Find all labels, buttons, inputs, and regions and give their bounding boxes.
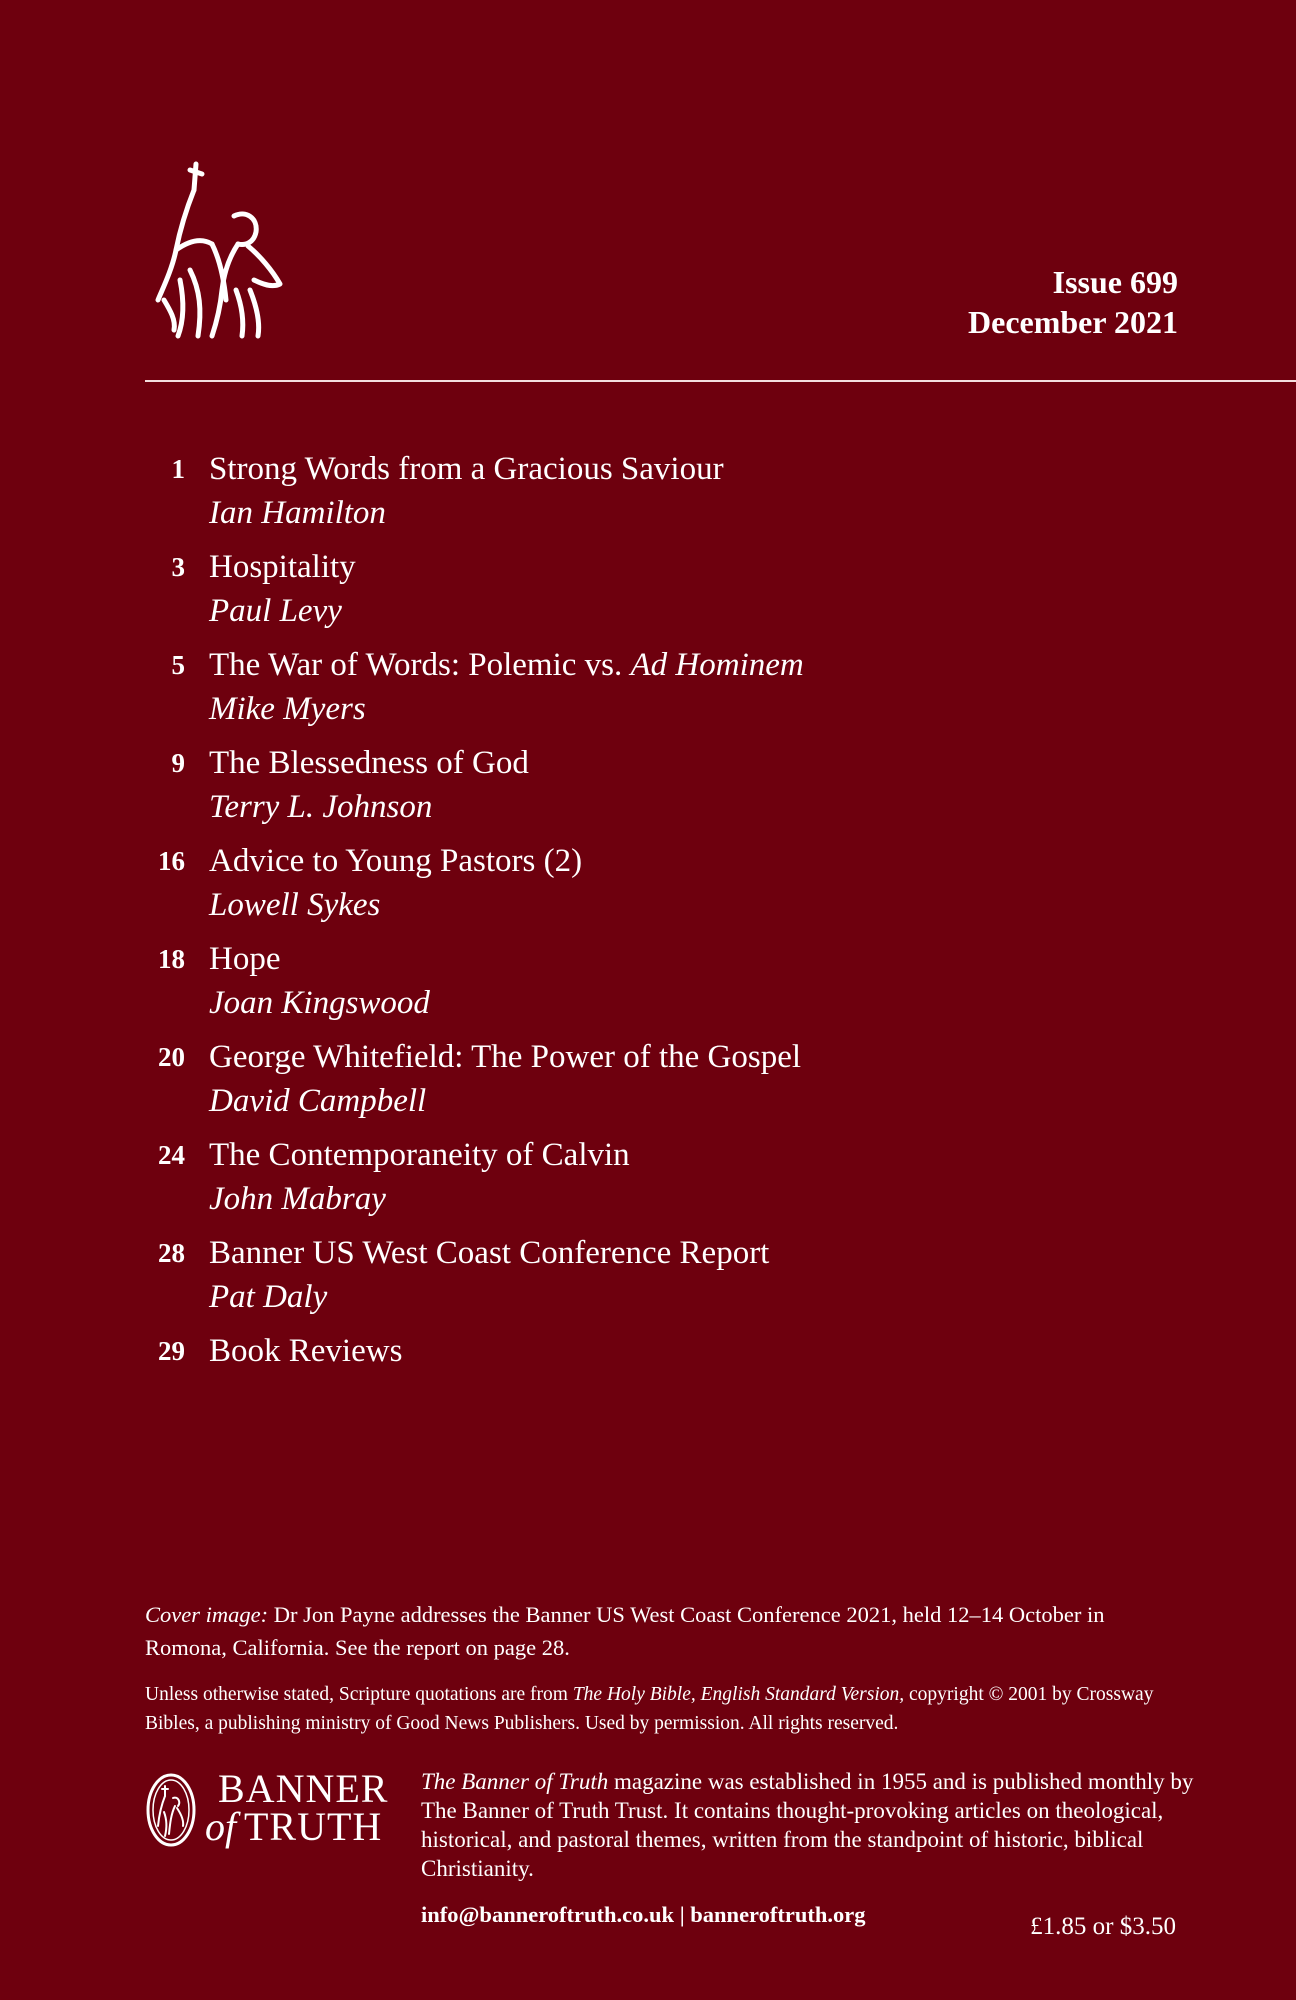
website-link[interactable]: banneroftruth.org (690, 1902, 866, 1927)
toc-author: Paul Levy (209, 593, 342, 629)
toc-page-number: 24 (158, 1140, 185, 1170)
toc-page-number: 28 (158, 1238, 185, 1268)
toc-title-text: The War of Words: Polemic vs. (209, 647, 631, 683)
toc-article-title: Banner US West Coast Conference Report (209, 1235, 770, 1271)
banner-of-truth-logo (145, 1766, 395, 1854)
toc-entry[interactable] (145, 1329, 1145, 1373)
toc-article-title: Advice to Young Pastors (2) (209, 843, 583, 879)
toc-entry[interactable] (145, 1231, 1145, 1319)
email-link[interactable]: info@banneroftruth.co.uk (421, 1902, 675, 1927)
toc-author: Joan Kingswood (209, 985, 430, 1021)
toc-title-italic: Ad Hominem (630, 647, 804, 683)
cover-caption (145, 1598, 1155, 1664)
toc-article-title: The Blessedness of God (209, 745, 529, 781)
emblem-icon (145, 1772, 197, 1848)
toc-entry[interactable] (145, 545, 1145, 633)
toc-article-title: Strong Words from a Gracious Saviour (209, 451, 724, 487)
toc-author: Pat Daly (209, 1279, 328, 1315)
issue-date: December 2021 (968, 304, 1178, 340)
toc-article-title: Book Reviews (209, 1333, 403, 1369)
toc-page-number: 29 (158, 1336, 185, 1366)
toc-entry[interactable] (145, 1133, 1145, 1221)
toc-entry[interactable] (145, 741, 1145, 829)
price: £1.85 or $3.50 (1030, 1913, 1176, 1940)
scripture-bible-title: The Holy Bible, English Standard Version, (572, 1684, 905, 1705)
about-magazine (421, 1767, 1201, 1883)
toc-author: Terry L. Johnson (209, 789, 433, 825)
scripture-prefix: Unless otherwise stated, Scripture quotations are from (145, 1684, 573, 1705)
toc-author: Ian Hamilton (209, 495, 386, 531)
toc-author: David Campbell (209, 1083, 427, 1119)
brand-banner-text: BANNER (218, 1766, 389, 1811)
contact-line (421, 1902, 866, 1928)
table-of-contents (145, 447, 1145, 1383)
toc-entry[interactable] (145, 1035, 1145, 1123)
cover-label: Cover image: (145, 1602, 269, 1627)
toc-article-title: Hope (209, 941, 281, 977)
toc-page-number: 5 (171, 650, 185, 680)
scripture-suffix: copyright © 2001 by Crossway Bibles, a publishing ministry of Good News Publishers. Used by permission. All rights reserved. (145, 1684, 1154, 1734)
toc-page-number: 20 (158, 1042, 185, 1072)
toc-author: Lowell Sykes (209, 887, 381, 923)
toc-page-number: 1 (171, 454, 185, 484)
scripture-notice (145, 1680, 1205, 1738)
cover-text: Dr Jon Payne addresses the Banner US West Coast Conference 2021, held 12–14 October in Romona, California. See the report on page 28. (145, 1602, 1105, 1660)
brand-of-text: of (205, 1804, 237, 1849)
toc-article-title: The Contemporaneity of Calvin (209, 1137, 630, 1173)
magazine-name: The Banner of Truth (421, 1769, 609, 1794)
toc-entry[interactable] (145, 643, 1145, 731)
toc-author: John Mabray (209, 1181, 386, 1217)
header-divider (145, 380, 1296, 382)
toc-page-number: 9 (171, 748, 185, 778)
toc-article-title: George Whitefield: The Power of the Gospel (209, 1039, 802, 1075)
issue-header (968, 262, 1178, 342)
about-text: magazine was established in 1955 and is published monthly by The Banner of Truth Trust. It contains thought-provoking articles on theological, historical, and pastoral themes, written from the standpoint of historic, biblical Christianity. (421, 1769, 1194, 1881)
toc-entry[interactable] (145, 447, 1145, 535)
toc-entry[interactable] (145, 937, 1145, 1025)
banner-figure-logo (150, 160, 300, 340)
toc-author: Mike Myers (209, 691, 366, 727)
toc-page-number: 18 (158, 944, 185, 974)
toc-page-number: 16 (158, 846, 185, 876)
toc-article-title: Hospitality (209, 549, 356, 585)
issue-number: Issue 699 (1052, 264, 1178, 300)
toc-article-title (209, 643, 1145, 687)
brand-truth-text: TRUTH (244, 1804, 383, 1849)
toc-entry[interactable] (145, 839, 1145, 927)
contact-separator: | (674, 1902, 691, 1927)
toc-page-number: 3 (171, 552, 185, 582)
